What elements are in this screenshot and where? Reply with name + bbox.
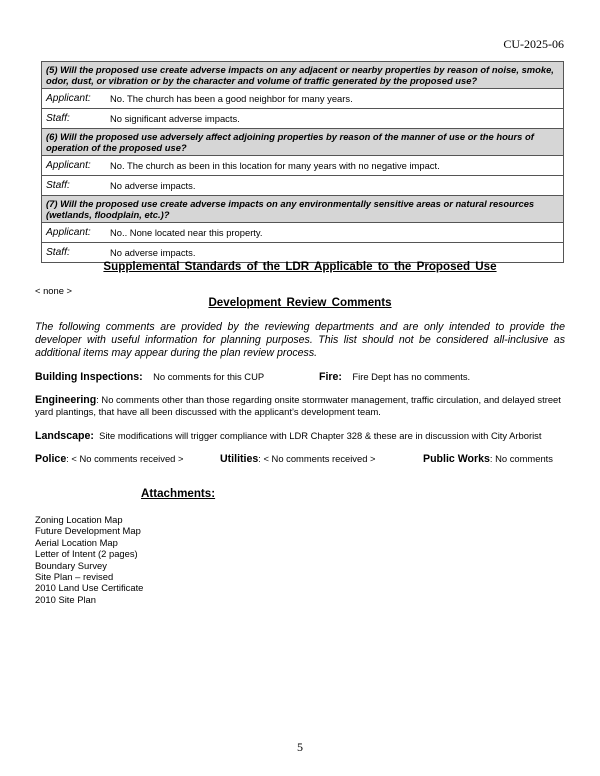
building-inspections-text: No comments for this CUP bbox=[153, 371, 265, 382]
staff-response: No adverse impacts. bbox=[106, 243, 564, 263]
utilities-text: : < No comments received > bbox=[258, 453, 376, 464]
utilities-label: Utilities bbox=[220, 453, 259, 465]
police-label: Police bbox=[35, 453, 67, 465]
fire-label: Fire: bbox=[319, 371, 342, 383]
public-works-comment bbox=[423, 453, 553, 465]
list-item: 2010 Site Plan bbox=[35, 593, 96, 605]
criterion-question-row bbox=[42, 129, 564, 156]
applicant-row bbox=[42, 156, 564, 176]
staff-response: No adverse impacts. bbox=[106, 176, 564, 196]
applicant-label: Applicant: bbox=[42, 156, 107, 176]
building-inspections-label: Building Inspections: bbox=[35, 371, 143, 383]
staff-label: Staff: bbox=[42, 243, 107, 263]
staff-label: Staff: bbox=[42, 109, 107, 129]
development-review-heading: Development Review Comments bbox=[208, 296, 392, 309]
applicant-response: No.. None located near this property. bbox=[106, 223, 564, 243]
criterion-question-row bbox=[42, 62, 564, 89]
public-works-text: : No comments bbox=[489, 453, 553, 464]
list-item: 2010 Land Use Certificate bbox=[35, 582, 144, 594]
list-item: Future Development Map bbox=[35, 525, 141, 537]
attachments-heading: Attachments: bbox=[141, 487, 216, 500]
fire-text: Fire Dept has no comments. bbox=[352, 371, 471, 382]
list-item: Site Plan – revised bbox=[35, 571, 114, 583]
criterion-question: (6) Will the proposed use adversely affect adjoining properties by reason of the manner of use or the hours of operation of the proposed use? bbox=[42, 129, 564, 156]
list-item: Boundary Survey bbox=[35, 559, 107, 571]
building-inspections-comment bbox=[35, 371, 264, 383]
staff-label: Staff: bbox=[42, 176, 107, 196]
review-intro-paragraph: The following comments are provided by the reviewing departments and are only intended to provide the developer with useful information for planning purposes. This list should not be considered all-inclusive as additional items may appear during the plan review process. bbox=[35, 321, 565, 359]
police-comment bbox=[35, 453, 183, 465]
list-item: Aerial Location Map bbox=[35, 536, 118, 548]
landscape-comment bbox=[35, 430, 541, 442]
engineering-comment bbox=[35, 394, 565, 418]
review-criteria-table bbox=[41, 61, 564, 263]
attachments-list bbox=[35, 514, 143, 605]
criterion-question-row bbox=[42, 196, 564, 223]
engineering-label: Engineering bbox=[35, 394, 97, 406]
applicant-response: No. The church has been a good neighbor for many years. bbox=[106, 89, 564, 109]
applicant-label: Applicant: bbox=[42, 223, 107, 243]
landscape-label: Landscape: bbox=[35, 430, 94, 442]
landscape-text: Site modifications will trigger compliance with LDR Chapter 328 & these are in discussion with City Arborist bbox=[99, 430, 542, 441]
case-number: CU-2025-06 bbox=[503, 37, 564, 51]
police-text: : < No comments received > bbox=[66, 453, 184, 464]
list-item: Letter of Intent (2 pages) bbox=[35, 548, 138, 560]
staff-response: No significant adverse impacts. bbox=[106, 109, 564, 129]
applicant-label: Applicant: bbox=[42, 89, 107, 109]
criterion-question: (5) Will the proposed use create adverse impacts on any adjacent or nearby properties by reason of noise, smoke, odor, dust, or vibration or by the character and volume of traffic generated by the proposed use? bbox=[42, 62, 564, 89]
list-item: Zoning Location Map bbox=[35, 514, 123, 525]
applicant-row bbox=[42, 223, 564, 243]
fire-comment bbox=[319, 371, 470, 383]
public-works-label: Public Works bbox=[423, 453, 490, 465]
criterion-question: (7) Will the proposed use create adverse impacts on any environmentally sensitive areas or natural resources (wetlands, floodplain, etc.)? bbox=[42, 196, 564, 223]
supplemental-standards-value: < none > bbox=[35, 285, 73, 296]
supplemental-standards-heading: Supplemental Standards of the LDR Applicable to the Proposed Use bbox=[103, 260, 497, 273]
applicant-response: No. The church as been in this location for many years with no negative impact. bbox=[106, 156, 564, 176]
page-number: 5 bbox=[297, 740, 303, 754]
applicant-row bbox=[42, 89, 564, 109]
utilities-comment bbox=[220, 453, 376, 465]
engineering-text: : No comments other than those regarding onsite stormwater management, traffic circulation, and delayed street yard plantings, that have all been discussed with the applicant’s development team. bbox=[35, 394, 561, 417]
staff-row bbox=[42, 109, 564, 129]
staff-row bbox=[42, 176, 564, 196]
